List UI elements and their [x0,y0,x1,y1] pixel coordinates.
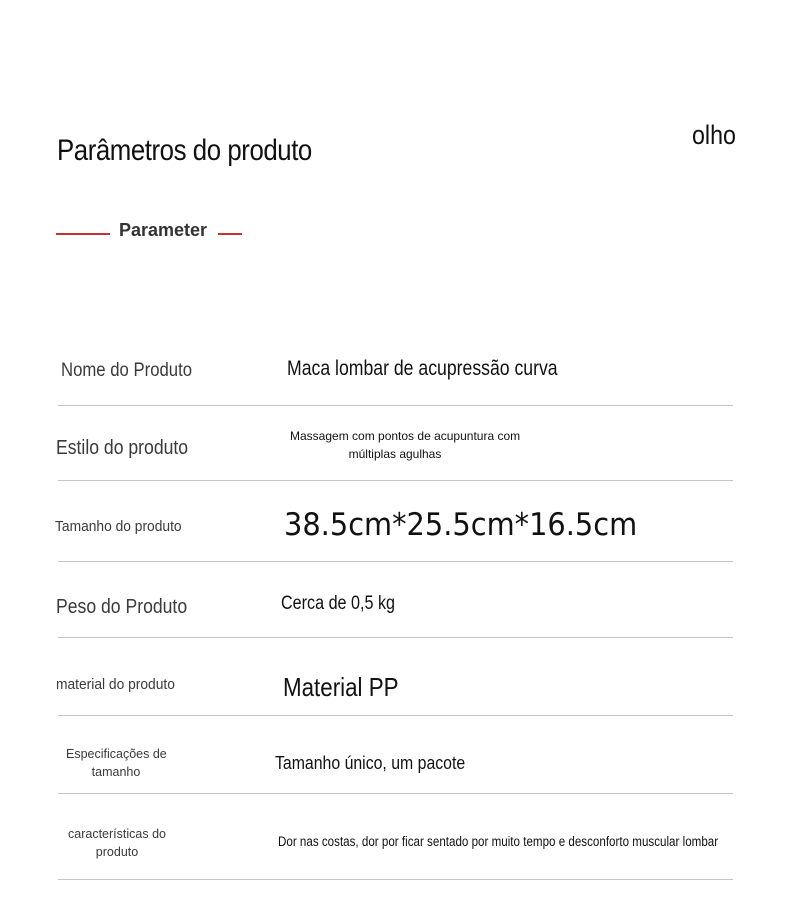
param-label-product-weight: Peso do Produto [56,596,188,618]
param-value-product-style-line1: Massagem com pontos de acupuntura com [290,429,521,443]
param-label-product-features-line1: características do [68,827,166,841]
param-label-product-name: Nome do Produto [61,360,193,381]
param-value-size-spec: Tamanho único, um pacote [275,753,466,773]
param-label-product-features-line2: produto [95,845,139,859]
param-value-product-style-line2: múltiplas agulhas [348,447,442,461]
section-subtitle [56,220,256,246]
red-accent-line-right [218,233,242,235]
param-value-product-style [290,427,521,463]
param-label-size-spec-line1: Especificações de [66,747,167,761]
param-value-product-material: Material PP [283,672,399,702]
param-label-product-size: Tamanho do produto [55,518,182,535]
param-label-product-features [66,825,168,861]
param-label-size-spec [66,745,166,781]
param-value-product-weight: Cerca de 0,5 kg [281,593,396,614]
param-value-product-name: Maca lombar de acupressão curva [287,357,558,380]
row-divider [58,637,733,638]
red-accent-line-left [56,233,110,235]
row-divider [58,793,733,794]
row-divider [58,879,733,880]
row-divider [58,405,733,406]
page-title: Parâmetros do produto [57,134,312,167]
param-label-product-material: material do produto [56,676,175,693]
row-divider [58,715,733,716]
param-value-product-size: 38.5cm*25.5cm*16.5cm [284,507,638,543]
corner-word: olho [692,120,736,150]
row-divider [58,561,733,562]
param-label-product-style: Estilo do produto [56,437,189,459]
row-divider [58,480,733,481]
param-value-product-features: Dor nas costas, dor por ficar sentado por muito tempo e desconforto muscular lombar [278,834,719,849]
subtitle-text: Parameter [119,220,208,240]
param-label-size-spec-line2: tamanho [91,765,141,779]
